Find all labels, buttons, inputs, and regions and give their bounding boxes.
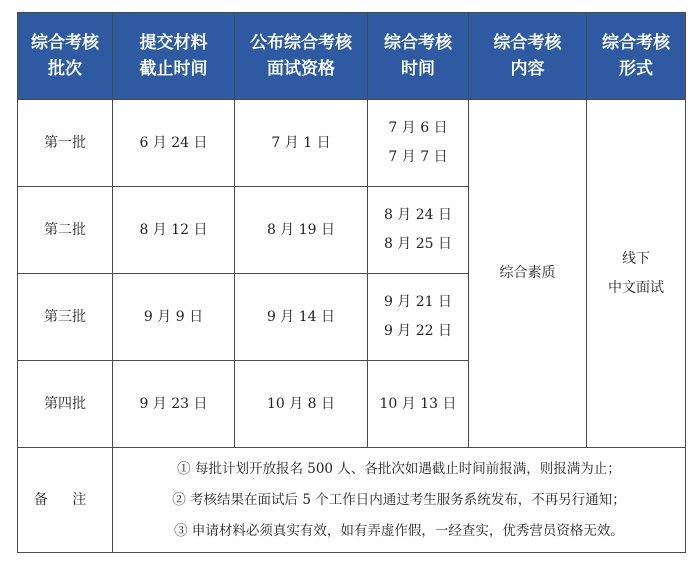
table-row: [18, 100, 686, 187]
time-cell: [368, 187, 469, 274]
time-cell: [368, 274, 469, 361]
notes-cell: [113, 448, 686, 553]
time-cell: [368, 361, 469, 448]
announce-cell: 7 月 1 日: [235, 100, 368, 187]
time-line: 7 月 6 日: [388, 120, 448, 136]
batch-cell: 第四批: [18, 361, 113, 448]
header-deadline: [113, 13, 235, 100]
header-time: [368, 13, 469, 100]
header-deadline-line2: 截止时间: [139, 59, 208, 79]
schedule-table: [17, 12, 686, 553]
deadline-cell: 6 月 24 日: [113, 100, 235, 187]
header-announce-line1: 公布综合考核: [250, 33, 352, 53]
time-line: 8 月 25 日: [383, 236, 453, 252]
content-cell: 综合素质: [469, 100, 587, 448]
header-content: [469, 13, 587, 100]
format-line: 中文面试: [608, 279, 664, 296]
time-line: 9 月 22 日: [383, 323, 453, 339]
deadline-cell: 9 月 9 日: [113, 274, 235, 361]
time-line: 7 月 7 日: [388, 149, 448, 165]
note-item: ② 考核结果在面试后 5 个工作日内通过考生服务系统发布，不再另行通知；: [172, 491, 626, 508]
header-batch-line2: 批次: [48, 59, 82, 79]
announce-cell: 9 月 14 日: [235, 274, 368, 361]
header-content-line1: 综合考核: [493, 33, 562, 53]
header-time-line1: 综合考核: [384, 33, 452, 53]
note-item: ① 每批计划开放报名 500 人、各批次如遇截止时间前报满，则报满为止；: [177, 460, 621, 477]
time-line: 9 月 21 日: [383, 294, 453, 310]
notes-row: [18, 448, 686, 553]
assessment-schedule: [17, 12, 685, 553]
header-deadline-line1: 提交材料: [139, 33, 208, 53]
header-time-line2: 时间: [401, 59, 435, 79]
header-format-line2: 形式: [619, 59, 653, 79]
time-cell: [368, 100, 469, 187]
time-line: 8 月 24 日: [383, 207, 453, 223]
format-line: 线下: [622, 250, 650, 267]
time-line: 10 月 13 日: [379, 395, 457, 412]
batch-cell: 第二批: [18, 187, 113, 274]
note-item: ③ 申请材料必须真实有效，如有弄虚作假，一经查实，优秀营员资格无效。: [174, 522, 624, 539]
deadline-cell: 8 月 12 日: [113, 187, 235, 274]
header-format: [587, 13, 686, 100]
batch-cell: 第一批: [18, 100, 113, 187]
header-batch-line1: 综合考核: [31, 33, 99, 53]
header-announce: [235, 13, 368, 100]
header-batch: [18, 13, 113, 100]
announce-cell: 10 月 8 日: [235, 361, 368, 448]
batch-cell: 第三批: [18, 274, 113, 361]
format-cell: [587, 100, 686, 448]
header-announce-line2: 面试资格: [267, 59, 335, 79]
announce-cell: 8 月 19 日: [235, 187, 368, 274]
notes-label: 备 注: [18, 448, 113, 553]
header-row: [18, 13, 686, 100]
header-format-line1: 综合考核: [602, 33, 670, 53]
header-content-line2: 内容: [510, 59, 545, 79]
deadline-cell: 9 月 23 日: [113, 361, 235, 448]
